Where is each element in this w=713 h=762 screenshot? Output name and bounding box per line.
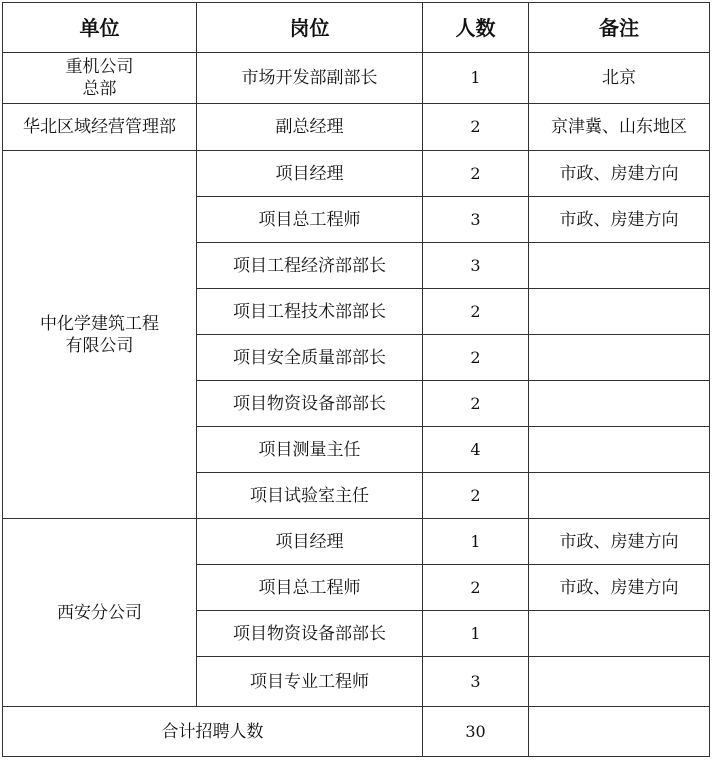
position-cell: 项目试验室主任 — [197, 473, 423, 519]
count-cell: 4 — [423, 427, 529, 473]
header-position: 岗位 — [197, 3, 423, 53]
count-cell: 2 — [423, 381, 529, 427]
position-cell: 项目安全质量部部长 — [197, 335, 423, 381]
table-row — [3, 519, 710, 565]
count-cell: 2 — [423, 335, 529, 381]
count-cell: 2 — [423, 473, 529, 519]
header-count: 人数 — [423, 3, 529, 53]
position-cell: 项目经理 — [197, 519, 423, 565]
total-row — [3, 707, 710, 757]
total-label: 合计招聘人数 — [3, 707, 423, 757]
position-cell: 项目专业工程师 — [197, 657, 423, 707]
remark-cell: 市政、房建方向 — [529, 151, 710, 197]
count-cell: 3 — [423, 243, 529, 289]
unit-cell-xian: 西安分公司 — [3, 519, 197, 707]
header-row — [3, 3, 710, 53]
unit-name-line: 重机公司 — [65, 57, 134, 77]
remark-cell — [529, 473, 710, 519]
position-cell: 项目测量主任 — [197, 427, 423, 473]
remark-cell — [529, 611, 710, 657]
position-cell: 项目工程技术部部长 — [197, 289, 423, 335]
count-cell: 3 — [423, 657, 529, 707]
total-remark-cell — [529, 707, 710, 757]
remark-cell: 北京 — [529, 53, 710, 104]
remark-cell: 京津冀、山东地区 — [529, 104, 710, 151]
count-cell: 2 — [423, 104, 529, 151]
count-cell: 2 — [423, 289, 529, 335]
count-cell: 1 — [423, 611, 529, 657]
unit-name-line: 有限公司 — [65, 335, 134, 356]
remark-cell — [529, 381, 710, 427]
unit-cell-china-chem — [3, 151, 197, 519]
remark-cell — [529, 289, 710, 335]
table-row — [3, 151, 710, 197]
remark-cell — [529, 427, 710, 473]
position-cell: 项目物资设备部部长 — [197, 381, 423, 427]
header-unit: 单位 — [3, 3, 197, 53]
unit-cell-north-china: 华北区域经营管理部 — [3, 104, 197, 151]
count-cell: 1 — [423, 519, 529, 565]
position-cell: 项目总工程师 — [197, 197, 423, 243]
table-row — [3, 53, 710, 104]
recruitment-table — [2, 2, 710, 757]
unit-cell-hq — [3, 53, 197, 104]
count-cell: 2 — [423, 565, 529, 611]
position-cell: 项目物资设备部部长 — [197, 611, 423, 657]
remark-cell — [529, 335, 710, 381]
header-remark: 备注 — [529, 3, 710, 53]
remark-cell: 市政、房建方向 — [529, 197, 710, 243]
position-cell: 项目工程经济部部长 — [197, 243, 423, 289]
table-row — [3, 104, 710, 151]
total-count: 30 — [423, 707, 529, 757]
unit-name-line: 总部 — [82, 79, 117, 99]
remark-cell — [529, 243, 710, 289]
position-cell: 项目经理 — [197, 151, 423, 197]
remark-cell — [529, 657, 710, 707]
position-cell: 项目总工程师 — [197, 565, 423, 611]
remark-cell: 市政、房建方向 — [529, 519, 710, 565]
position-cell: 副总经理 — [197, 104, 423, 151]
count-cell: 2 — [423, 151, 529, 197]
position-cell: 市场开发部副部长 — [197, 53, 423, 104]
remark-cell: 市政、房建方向 — [529, 565, 710, 611]
count-cell: 3 — [423, 197, 529, 243]
unit-name-line: 中化学建筑工程 — [40, 313, 159, 334]
count-cell: 1 — [423, 53, 529, 104]
